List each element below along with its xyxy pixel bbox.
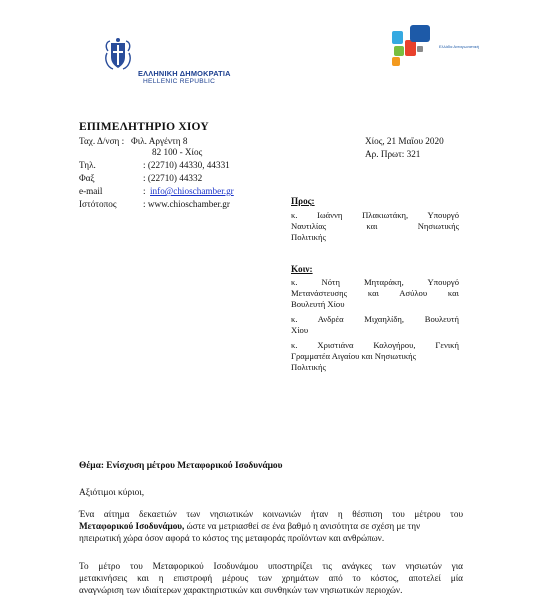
fax-value: : (22710) 44332 [143,173,203,183]
email-link[interactable]: info@chioschamber.gr [150,186,234,196]
paragraph-1-line-1: Ένα αίτημα δεκαετιών των νησιωτικών κοινωνιών ήταν η θέσπιση του μέτρου του [79,509,463,519]
republic-english-title: HELLENIC REPUBLIC [143,78,216,85]
cc-line-5: Χίου [291,325,309,335]
cc-label: Κοιν: [291,264,313,274]
paragraph-1-line-3: ηπειρωτική χώρα όσον αφορά το κόστος της μεταφοράς προϊόντων και ανθρώπων. [79,533,385,543]
paragraph-2-line-1: Το μέτρο του Μεταφορικού Ισοδυνάμου υποστηρίζει τις ανάγκες των νησιωτών για [79,561,463,571]
paragraph-2-line-2: μετακινήσεις και η επιστροφή μέρους των χρημάτων από το κόστος, αποτελεί μία [79,573,463,583]
cc-line-6: κ. Χριστιάνα Καλογήρου, Γενική [291,340,459,350]
chamber-title: ΕΠΙΜΕΛΗΤΗΡΙΟ ΧΙΟΥ [79,121,209,133]
protocol-number: Αρ. Πρωτ: 321 [365,149,421,159]
paragraph-2-line-3: αναγνώριση των ιδιαίτερων χαρακτηριστικών και συνθηκών των νησιωτικών περιοχών. [79,585,403,595]
gr-islands-logo-icon [392,24,434,68]
email-label: e-mail [79,186,103,196]
to-line-2: Ναυτιλίας και Νησιωτικής [291,221,459,231]
address-line-2: 82 100 - Χίος [152,147,203,157]
to-line-1: κ. Ιωάννη Πλακιωτάκη, Υπουργό [291,210,459,220]
email-separator: : [143,186,146,196]
letter-subject: Θέμα: Ενίσχυση μέτρου Μεταφορικού Ισοδυνάμου [79,461,283,471]
paragraph-1-line-2 [79,521,463,532]
letter-greeting: Αξιότιμοι κύριοι, [79,488,145,498]
website-value: : www.chioschamber.gr [143,199,230,209]
to-line-3: Πολιτικής [291,232,326,242]
cc-line-7: Γραμματέα Αιγαίου και Νησιωτικής [291,351,417,361]
republic-greek-title: ΕΛΛΗΝΙΚΗ ΔΗΜΟΚΡΑΤΙΑ [138,69,231,78]
gr-logo-letters: gr [413,1,425,16]
fax-label: Φαξ [79,173,95,183]
website-label: Ιστότοπος [79,199,117,209]
cc-line-3: Βουλευτή Χίου [291,299,345,309]
to-label: Προς: [291,196,315,206]
cc-line-4: κ. Ανδρέα Μιχαηλίδη, Βουλευτή [291,314,459,324]
paragraph-1-line-2-rest: ώστε να μετριασθεί σε ένα βαθμό η ανισότητα σε σχέση με την [184,521,421,531]
bold-term: Μεταφορικού Ισοδυνάμου, [79,521,185,531]
document-date: Χίος, 21 Μαΐου 2020 [365,136,444,146]
phone-label: Τηλ. [79,160,96,170]
cc-line-8: Πολιτικής [291,362,326,372]
greek-coat-of-arms-icon [104,37,132,73]
cc-line-2: Μετανάστευσης και Ασύλου και [291,288,459,298]
cc-line-1: κ. Νότη Μηταράκη, Υπουργό [291,277,459,287]
address-label: Ταχ. Δ/νση : [79,136,125,146]
phone-value: : (22710) 44330, 44331 [143,160,230,170]
address-line-1: Φιλ. Αργέντη 8 [131,136,188,146]
gr-logo-caption: Ελλάδα Ανταγωνιστική [439,44,479,49]
